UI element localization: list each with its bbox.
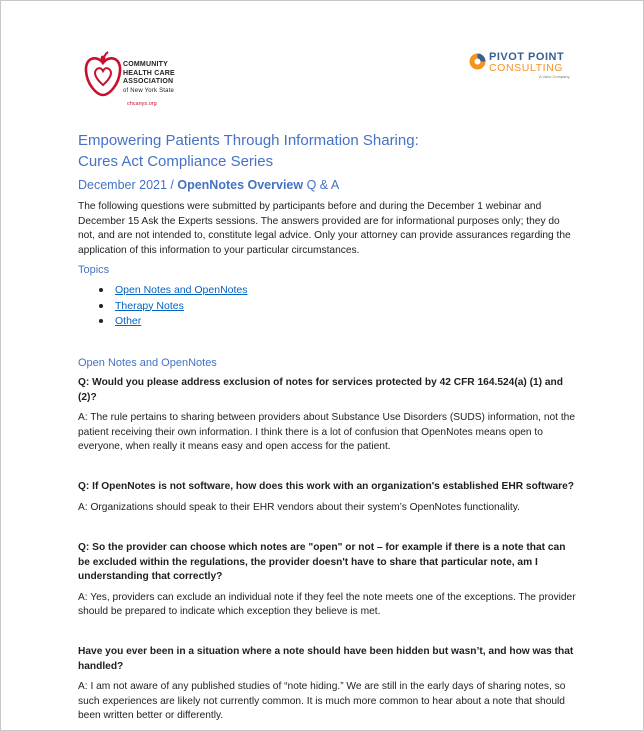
topic-link-therapy-notes[interactable]: Therapy Notes xyxy=(115,299,184,312)
answer: A: The rule pertains to sharing between providers about Substance Use Disorders (SUDS) information, not the patient receiving their own information. I think there is a lot of confusion that OpenNotes means open to everyone, when really it means easy and open access for the patient. xyxy=(78,412,575,453)
topics-heading: Topics xyxy=(78,264,110,276)
apple-heart-logo-icon xyxy=(83,51,123,101)
question: Q: Would you please address exclusion of notes for services protected by 42 CFR 164.524(a) (1) and (2)? xyxy=(78,377,563,403)
pivot-tagline: A Vaco Company xyxy=(539,74,570,79)
answer: A: Organizations should speak to their EHR vendors about their system’s OpenNotes functionality. xyxy=(78,501,520,513)
qa-item xyxy=(78,645,578,724)
chca-wordmark xyxy=(123,61,175,95)
topic-link-open-notes[interactable]: Open Notes and OpenNotes xyxy=(115,284,248,296)
qa-item xyxy=(78,541,578,620)
section-heading: Open Notes and OpenNotes xyxy=(78,357,217,369)
chca-line-2: HEALTH CARE xyxy=(123,69,175,77)
qa-item xyxy=(78,376,578,455)
chca-sub: of New York State xyxy=(123,87,175,94)
subtitle-date: December 2021 / xyxy=(78,178,178,192)
chca-line-3: ASSOCIATION xyxy=(123,78,174,85)
question: Have you ever been in a situation where a note should have been hidden but wasn’t, and how was that handled? xyxy=(78,646,574,672)
chca-line-1: COMMUNITY xyxy=(123,61,168,68)
topic-link-other[interactable]: Other xyxy=(115,315,142,327)
subtitle-suffix: Q & A xyxy=(303,178,340,192)
document-title xyxy=(78,130,578,172)
chca-logo xyxy=(83,51,213,111)
title-line-1: Empowering Patients Through Information Sharing: xyxy=(78,132,419,149)
pivot-consulting: CONSULTING xyxy=(489,62,564,74)
qa-item xyxy=(78,480,578,515)
list-item xyxy=(97,314,248,330)
pivot-point-logo xyxy=(469,51,569,81)
list-item xyxy=(97,299,248,315)
title-line-2: Cures Act Compliance Series xyxy=(78,153,274,170)
list-item xyxy=(97,283,248,299)
answer: A: Yes, providers can exclude an individual note if they feel the note meets one of the exceptions. The provider should be prepared to indicate which exception they believe is met. xyxy=(78,591,576,618)
question: Q: If OpenNotes is not software, how does this work with an organization's established EHR software? xyxy=(78,481,575,492)
answer: A: I am not aware of any published studies of “note hiding.” We are still in the early days of sharing notes, so such experiences are likely not currently common. It is much more common to hear about a note that should been written better or differently. xyxy=(78,681,566,722)
subtitle-topic: OpenNotes Overview xyxy=(177,178,304,192)
topics-list xyxy=(97,283,248,330)
question: Q: So the provider can choose which notes are "open" or not – for example if there is a note that can be excluded within the regulations, the provider doesn't have to share that particular note, am I understanding that correctly? xyxy=(78,542,566,583)
chca-url: chcanys.org xyxy=(127,101,157,107)
intro-paragraph: The following questions were submitted by participants before and during the December 1 webinar and December 15 Ask the Experts sessions. The answers provided are for informational purposes only; they do not, and are not intended to, constitute legal advice. Only your attorney can provide assurances regarding the application of this information to your particular circumstances. xyxy=(78,201,571,256)
document-subtitle xyxy=(78,178,339,192)
pivot-circle-icon xyxy=(469,53,486,70)
pivot-name: PIVOT POINT xyxy=(489,51,565,63)
